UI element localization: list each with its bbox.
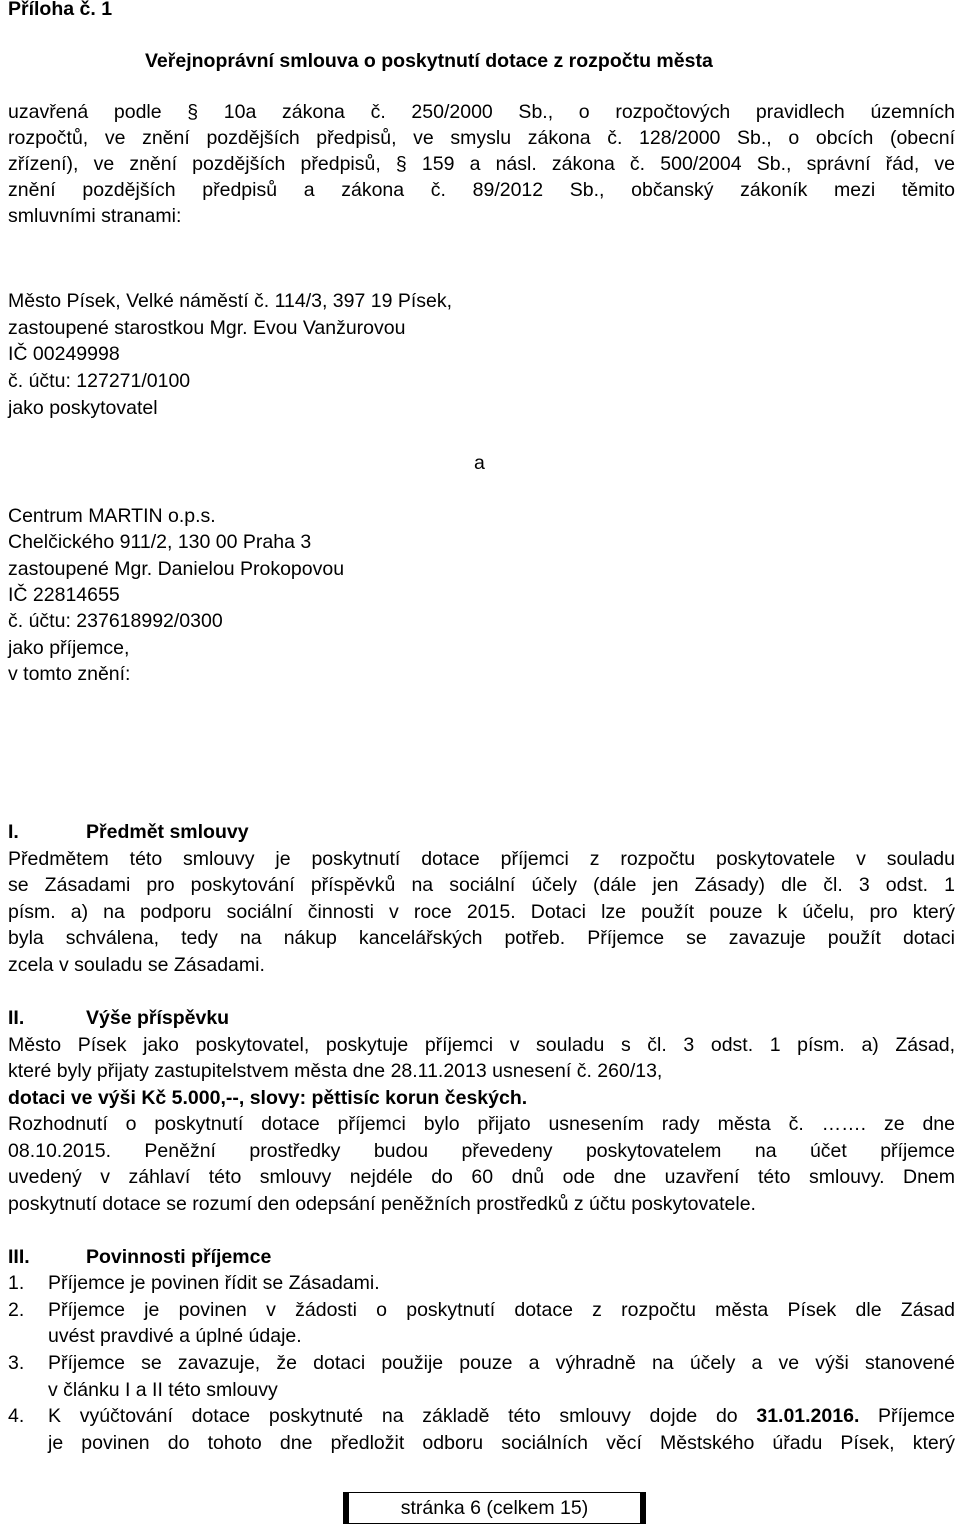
list-item-text: v článku I a II této smlouvy — [48, 1379, 278, 1401]
section-1-line: Předmětem této smlouvy je poskytnutí dotace příjemci z rozpočtu poskytovatele v souladu — [8, 848, 955, 870]
intro-line: rozpočtů, ve znění pozdějších předpisů, ve smyslu zákona č. 128/2000 Sb., o obcích (obecní — [8, 127, 955, 149]
intro-line: uzavřená podle § 10a zákona č. 250/2000 Sb., o rozpočtových pravidlech územních — [8, 101, 955, 123]
and-word: a — [474, 452, 485, 474]
provider-line: jako poskytovatel — [8, 397, 158, 419]
section-1-line: se Zásadami pro poskytování příspěvků na sociální účely (dále jen Zásady) dle čl. 3 odst. 1 — [8, 874, 955, 896]
list-item-text: je povinen do tohoto dne předložit odboru sociálních věcí Městského úřadu Písek, který — [48, 1432, 955, 1454]
provider-line: zastoupené starostkou Mgr. Evou Vanžurovou — [8, 317, 406, 339]
list-item-number: 2. — [8, 1299, 25, 1321]
deadline-date: 31.01.2016. — [756, 1405, 860, 1427]
list-item-text — [48, 1403, 955, 1429]
section-2-heading: Výše příspěvku — [86, 1007, 230, 1029]
section-2-line: 08.10.2015. Peněžní prostředky budou převedeny poskytovatelem na účet příjemce — [8, 1140, 955, 1162]
recipient-line: Centrum MARTIN o.p.s. — [8, 505, 216, 527]
list-item-text: Příjemce se zavazuje, že dotaci použije pouze a výhradně na účely a ve výši stanovené — [48, 1352, 955, 1374]
list-item-text-post: Příjemce — [859, 1405, 955, 1427]
section-1-line: byla schválena, tedy na nákup kancelářských potřeb. Příjemce se zavazuje použít dotaci — [8, 927, 955, 949]
section-1-line: zcela v souladu se Zásadami. — [8, 954, 265, 976]
page-number-label: stránka 6 (celkem 15) — [400, 1497, 589, 1519]
recipient-line: IČ 22814655 — [8, 584, 120, 606]
recipient-line: v tomto znění: — [8, 663, 131, 685]
list-item-text-pre: K vyúčtování dotace poskytnuté na základě této smlouvy dojde do — [48, 1405, 757, 1427]
intro-line: smluvními stranami: — [8, 205, 182, 227]
section-2-line: Město Písek jako poskytovatel, poskytuje příjemci v souladu s čl. 3 odst. 1 písm. a) Zásad, — [8, 1034, 955, 1056]
grant-amount: dotaci ve výši Kč 5.000,--, slovy: pěttisíc korun českých. — [8, 1087, 528, 1109]
list-item-text: uvést pravdivé a úplné údaje. — [48, 1325, 302, 1347]
document-title: Veřejnoprávní smlouva o poskytnutí dotace z rozpočtu města — [145, 50, 713, 72]
list-item-number: 3. — [8, 1352, 25, 1374]
intro-line: zřízení), ve znění pozdějších předpisů, § 159 a násl. zákona č. 500/2004 Sb., správní řád, ve — [8, 153, 955, 175]
section-2-line: Rozhodnutí o poskytnutí dotace příjemci bylo přijato usnesením rady města č. ……. ze dne — [8, 1113, 955, 1135]
section-1-heading: Předmět smlouvy — [86, 821, 249, 843]
recipient-line: jako příjemce, — [8, 637, 130, 659]
section-3-number: III. — [8, 1246, 30, 1268]
recipient-line: č. účtu: 237618992/0300 — [8, 610, 223, 632]
list-item-number: 1. — [8, 1272, 25, 1294]
section-2-number: II. — [8, 1007, 25, 1029]
section-2-line: které byly přijaty zastupitelstvem města dne 28.11.2013 usnesení č. 260/13, — [8, 1060, 663, 1082]
section-1-number: I. — [8, 821, 19, 843]
list-item-number: 4. — [8, 1405, 25, 1427]
section-3-heading: Povinnosti příjemce — [86, 1246, 272, 1268]
list-item-text: Příjemce je povinen v žádosti o poskytnutí dotace z rozpočtu města Písek dle Zásad — [48, 1299, 955, 1321]
provider-line: IČ 00249998 — [8, 343, 120, 365]
provider-line: Město Písek, Velké náměstí č. 114/3, 397 19 Písek, — [8, 290, 453, 312]
list-item-text: Příjemce je povinen řídit se Zásadami. — [48, 1272, 380, 1294]
recipient-line: zastoupené Mgr. Danielou Prokopovou — [8, 558, 345, 580]
section-2-line: uvedený v záhlaví této smlouvy nejdéle do 60 dnů ode dne uzavření této smlouvy. Dnem — [8, 1166, 955, 1188]
intro-line: znění pozdějších předpisů a zákona č. 89/2012 Sb., občanský zákoník mezi těmito — [8, 179, 955, 201]
section-2-line: poskytnutí dotace se rozumí den odepsání peněžních prostředků z účtu poskytovatele. — [8, 1193, 756, 1215]
page-number-footer — [343, 1492, 646, 1524]
recipient-line: Chelčického 911/2, 130 00 Praha 3 — [8, 531, 312, 553]
provider-line: č. účtu: 127271/0100 — [8, 370, 191, 392]
annex-label: Příloha č. 1 — [8, 0, 113, 20]
section-1-line: písm. a) na podporu sociální činnosti v roce 2015. Dotaci lze použít pouze k účelu, pro který — [8, 901, 955, 923]
